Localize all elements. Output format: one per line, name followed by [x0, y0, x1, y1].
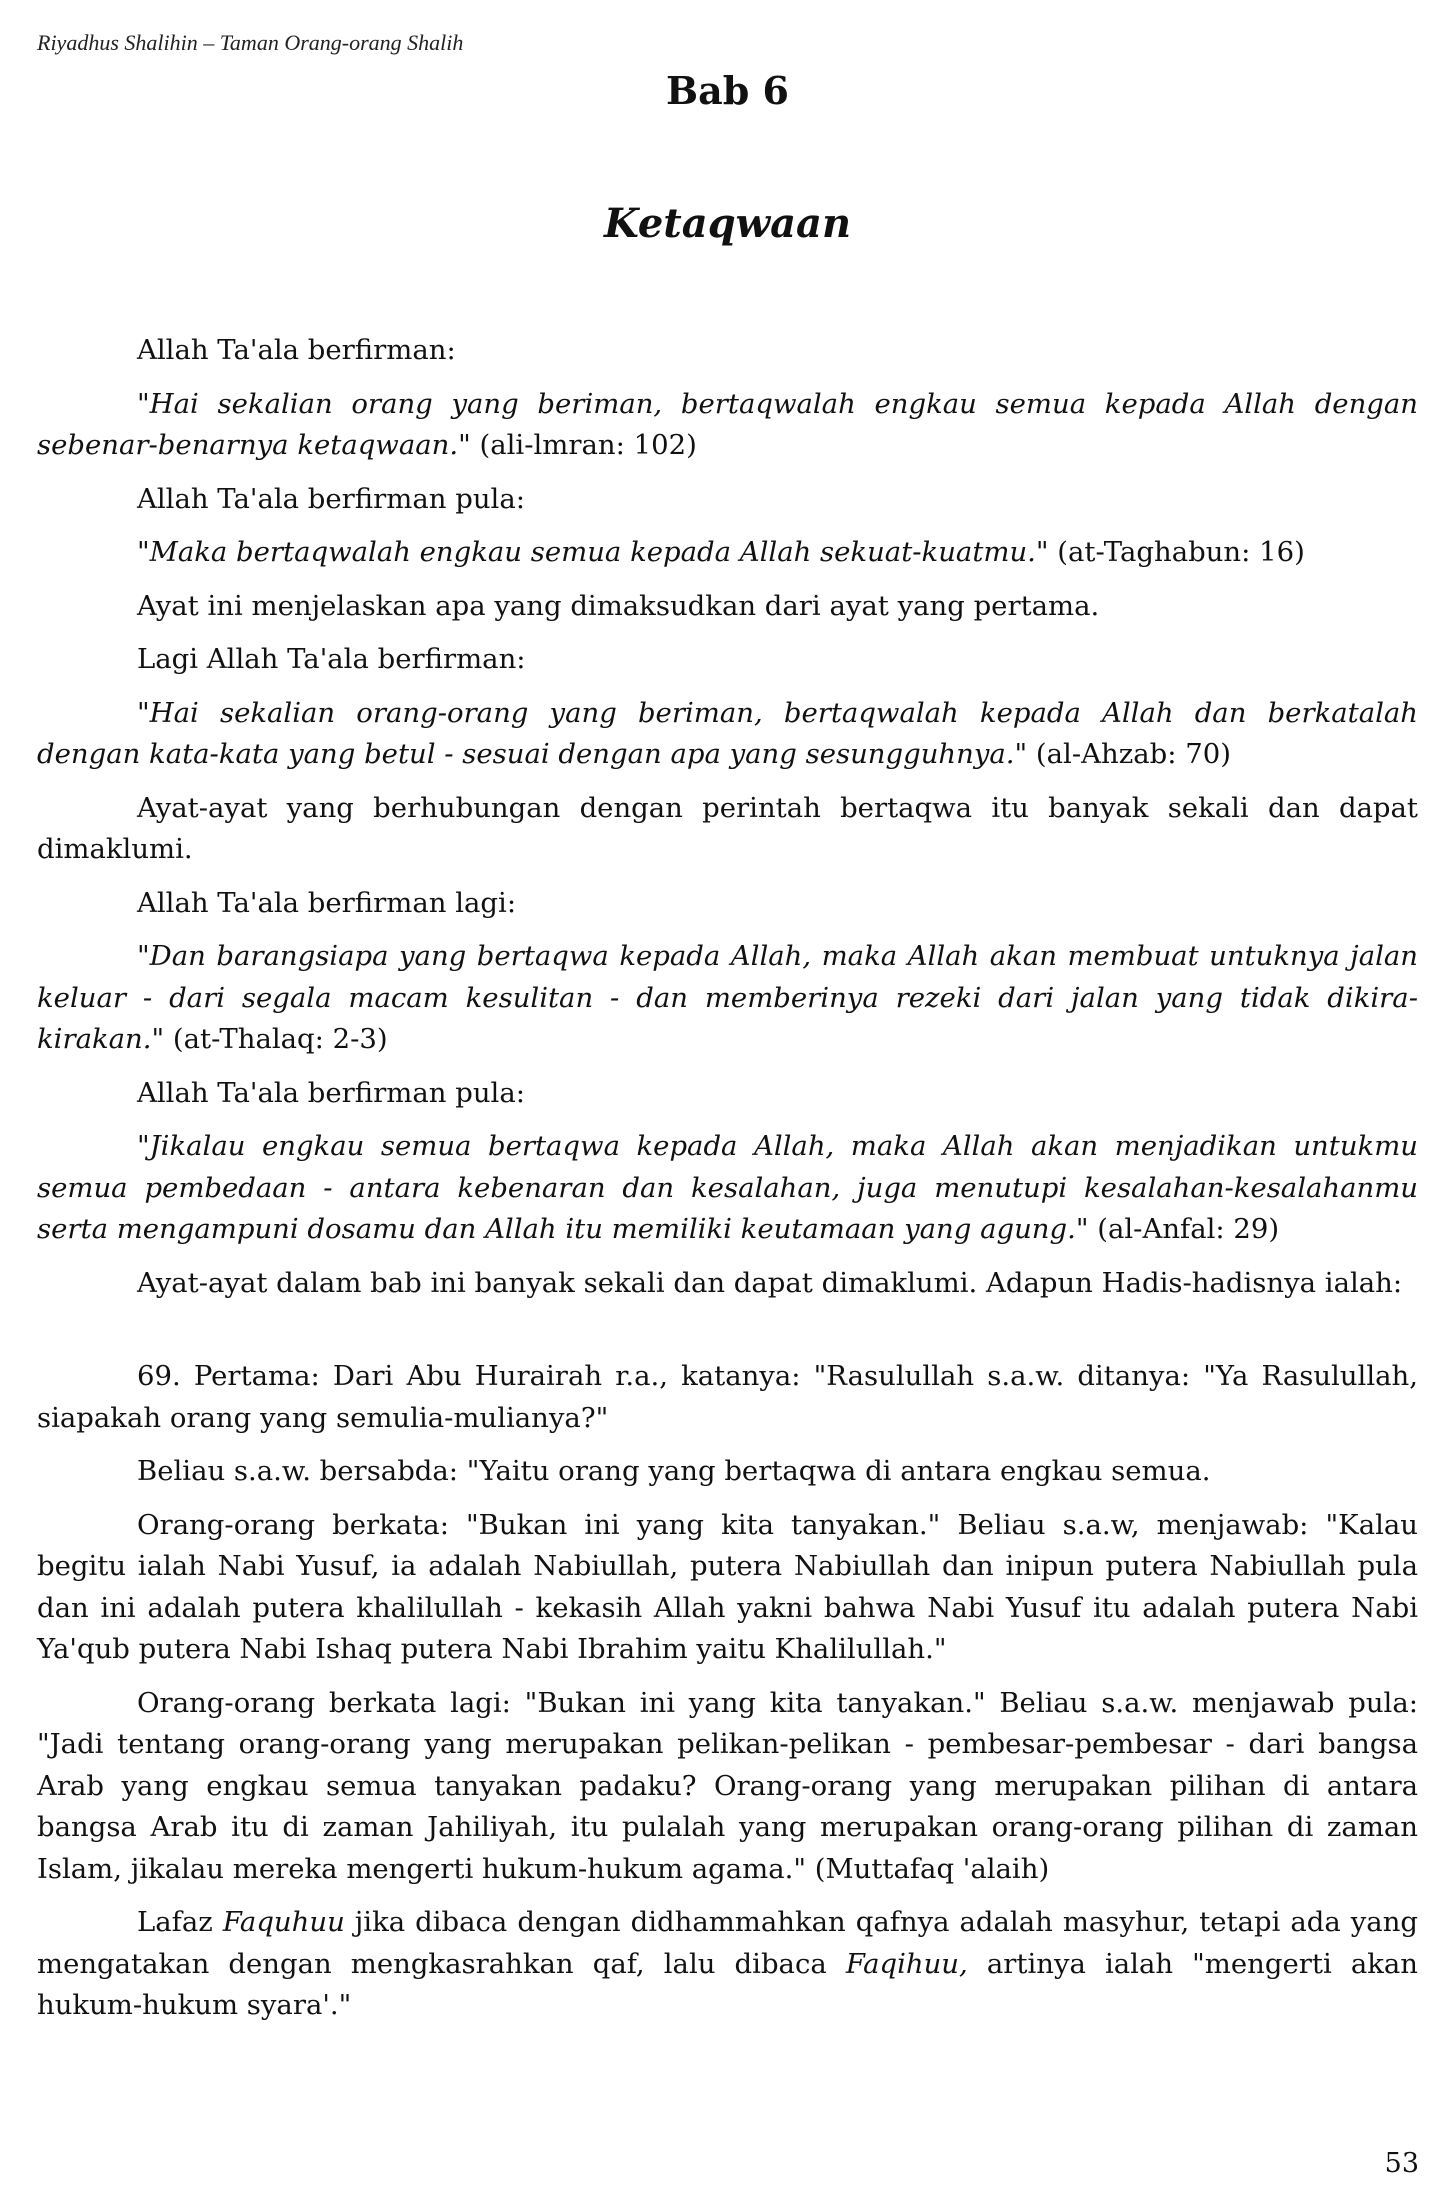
term-faquhuu: Faquhuu — [222, 1906, 345, 1938]
note-text-end: artinya ialah "mengerti akan hukum-hukum syara'." — [37, 1947, 1419, 2021]
quote-text: Dan barangsiapa yang bertaqwa kepada Allah, maka Allah akan membuat untuknya jalan keluar - dari segala macam kesulitan - dan memberinya rezeki dari jalan yang tidak dikira-kirakan. — [37, 940, 1418, 1055]
quote-paragraph — [37, 693, 1418, 776]
quote-open: " — [137, 536, 150, 568]
quote-paragraph — [37, 532, 1418, 574]
paragraph — [37, 639, 1418, 681]
quote-citation: " (al-Anfal: 29) — [1075, 1213, 1280, 1245]
quote-open: " — [137, 1130, 150, 1162]
paragraph-text: Ayat-ayat yang berhubungan dengan perintah bertaqwa itu banyak sekali dan dapat dimaklumi. — [37, 791, 1418, 865]
paragraph — [37, 1073, 1418, 1115]
paragraph-text: Allah Ta'ala berfirman: — [137, 334, 456, 366]
running-header: Riyadhus Shalihin – Taman Orang-orang Shalih — [37, 30, 464, 55]
paragraph — [37, 1451, 1418, 1493]
paragraph-text: Ayat-ayat dalam bab ini banyak sekali dan dapat dimaklumi. Adapun Hadis-hadisnya ialah: — [137, 1266, 1403, 1299]
quote-citation: " (at-Thalaq: 2-3) — [151, 1023, 388, 1055]
quote-citation: " (ali-lmran: 102) — [458, 429, 697, 461]
paragraph-text: Orang-orang berkata: "Bukan ini yang kita tanyakan." Beliau s.a.w, menjawab: "Kalau begitu ialah Nabi Yusuf, ia adalah Nabiullah, putera Nabiullah dan inipun putera Nabiullah pula dan ini adalah putera khalilullah - kekasih Allah yakni bahwa Nabi Yusuf itu adalah putera Nabi Ya'qub putera Nabi Ishaq putera Nabi Ibrahim yaitu Khalilullah." — [37, 1508, 1418, 1665]
chapter-title: Ketaqwaan — [603, 200, 852, 247]
paragraph-text: 69. Pertama: Dari Abu Hurairah r.a., katanya: "Rasulullah s.a.w. ditanya: "Ya Rasulullah, siapakah orang yang semulia-mulianya?" — [37, 1360, 1418, 1434]
quote-open: " — [137, 696, 150, 729]
paragraph — [37, 1683, 1418, 1891]
paragraph-text: Lagi Allah Ta'ala berfirman: — [137, 643, 526, 675]
quote-text: Jikalau engkau semua bertaqwa kepada Allah, maka Allah akan menjadikan untukmu semua pembedaan - antara kebenaran dan kesalahan, juga menutupi kesalahan-kesalahanmu serta mengampuni dosamu dan Allah itu memiliki keutamaan yang agung. — [37, 1130, 1418, 1245]
quote-citation: " (al-Ahzab: 70) — [1014, 738, 1231, 770]
paragraph-text: Orang-orang berkata lagi: "Bukan ini yang kita tanyakan." Beliau s.a.w. menjawab pula: "Jadi tentang orang-orang yang merupakan pelikan-pelikan - pembesar-pembesar - dari bangsa Arab yang engkau semua tanyakan padaku? Orang-orang yang merupakan pilihan di antara bangsa Arab itu di zaman Jahiliyah, itu pulalah yang merupakan orang-orang pilihan di zaman Islam, jikalau mereka mengerti hukum-hukum agama." (Muttafaq 'alaih) — [37, 1686, 1418, 1885]
hadith-paragraph — [37, 1356, 1418, 1439]
quote-paragraph — [37, 384, 1418, 467]
quote-paragraph — [37, 936, 1418, 1061]
quote-paragraph — [37, 1126, 1418, 1251]
paragraph — [37, 330, 1418, 372]
paragraph — [37, 788, 1418, 871]
paragraph-text: Allah Ta'ala berfirman pula: — [137, 482, 525, 515]
body-text — [37, 330, 1418, 2039]
paragraph — [37, 586, 1418, 628]
paragraph — [37, 1263, 1418, 1305]
paragraph-text: Beliau s.a.w. bersabda: "Yaitu orang yang bertaqwa di antara engkau semua. — [137, 1455, 1211, 1487]
quote-text: Maka bertaqwalah engkau semua kepada Allah sekuat-kuatmu. — [149, 536, 1036, 568]
paragraph-text: Ayat ini menjelaskan apa yang dimaksudkan dari ayat yang pertama. — [137, 589, 1100, 622]
paragraph-text: Allah Ta'ala berfirman lagi: — [137, 886, 517, 919]
page-number: 53 — [1384, 2148, 1419, 2179]
paragraph — [37, 479, 1418, 521]
term-faqihuu: Faqihuu, — [845, 1947, 968, 1980]
note-text-middle: jika dibaca dengan didhammahkan qafnya adalah masyhur, tetapi ada yang mengatakan dengan mengkasrahkan qaf, lalu dibaca — [37, 1906, 1419, 1980]
note-paragraph — [37, 1902, 1418, 2027]
quote-citation: " (at-Taghabun: 16) — [1035, 536, 1305, 568]
paragraph — [37, 883, 1418, 925]
paragraph — [37, 1505, 1418, 1671]
paragraph-text: Allah Ta'ala berfirman pula: — [137, 1076, 525, 1109]
quote-open: " — [137, 940, 150, 972]
quote-text: Hai sekalian orang yang beriman, bertaqwalah engkau semua kepada Allah dengan sebenar-benarnya ketaqwaan. — [37, 387, 1418, 461]
chapter-number: Bab 6 — [666, 68, 789, 113]
note-text-start: Lafaz — [137, 1906, 223, 1938]
quote-text: Hai sekalian orang-orang yang beriman, bertaqwalah kepada Allah dan berkatalah dengan kata-kata yang betul - sesuai dengan apa yang sesungguhnya. — [37, 696, 1418, 770]
quote-open: " — [137, 387, 150, 420]
